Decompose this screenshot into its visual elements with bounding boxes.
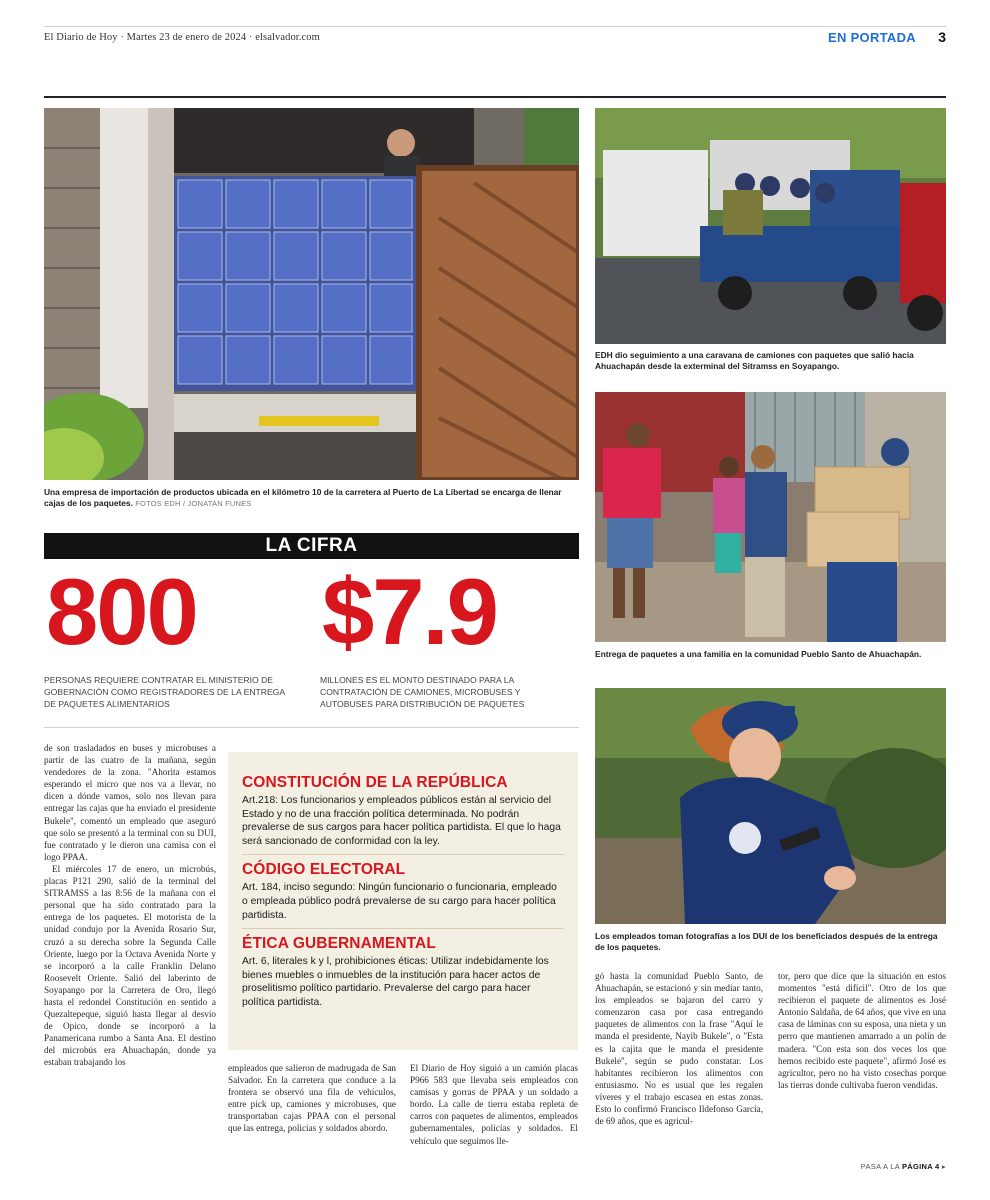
- arrow-right-icon: ▸: [941, 1162, 946, 1171]
- legal-divider: [242, 928, 564, 929]
- article-paragraph: gó hasta la comunidad Pueblo Santo, de Ahuachapán, se estacionó y sin mediar tanto, los empleados se bajaron del carro y comenzaron casa por casa entregando paquetes de alimentos con la frase "Aquí le manda el presidente, Nayib Bukele", o "Esta es la cajita que le manda el presidente Bukele", según se pudo constatar. Los habitantes recibieron los alimentos con entusiasmo. No es usual que les regalen víveres y el trabajo escasea en estas zonas. Esto lo confirmó Francisco Ildefonso García, de 69 años, que es agricul-: [595, 971, 763, 1127]
- la-cifra-heading: LA CIFRA: [44, 533, 579, 559]
- stat-7-9-description: MILLONES ES EL MONTO DESTINADO PARA LA CONTRATACIÓN DE CAMIONES, MICROBUSES Y AUTOBUSES PARA DISTRIBUCIÓN DE PAQUETES: [320, 675, 525, 709]
- section-label[interactable]: EN PORTADA: [828, 30, 916, 45]
- legal-divider: [242, 854, 564, 855]
- page-number: 3: [938, 29, 946, 45]
- ethics-title: ÉTICA GUBERNAMENTAL: [242, 935, 436, 953]
- constitution-title: CONSTITUCIÓN DE LA REPÚBLICA: [242, 774, 508, 791]
- header-rule: [44, 96, 946, 98]
- article-column-1: [44, 742, 216, 1162]
- continued-on-note[interactable]: [861, 1162, 946, 1171]
- truck-photo: [595, 108, 946, 344]
- article-paragraph: tor, pero que dice que la situación en estos momentos "está difícil". Otro de los que recibieron el paquete de alimentos es José Antonio Saldaña, de 64 años, que vive en una casa de láminas con su esposa, una nieta y un perro que mantienen amarrado a un polín de madera. "Con esta son dos veces los que hemos recibido este paquete", afirmó José es agricultor, pero no ha visto cosechas porque las tierras donde cultivaba fueron vendidas.: [778, 971, 946, 1090]
- family-photo-caption: Entrega de paquetes a una familia en la comunidad Pueblo Santo de Ahuachapán.: [595, 649, 922, 659]
- warehouse-photo-caption: [44, 487, 579, 509]
- phone-photo: [595, 688, 946, 924]
- family-photo: [595, 392, 946, 642]
- truck-photo-caption: EDH dio seguimiento a una caravana de camiones con paquetes que salió hacia Ahuachapán desde la exterminal del Sitramss en Soyapango.: [595, 350, 914, 371]
- ethics-text: Art. 6, literales k y l, prohibiciones éticas: Utilizar indebidamente los bienes muebles o inmuebles de la institución para hacer actos de proselitismo político partidario. Prevalerse del cargo para hacer política partidista.: [242, 956, 549, 1008]
- cifra-rule: [44, 727, 579, 728]
- article-paragraph: El Diario de Hoy siguió a un camión placas P966 583 que llevaba seis empleados con camisas y gorras de PPAA y un soldado a bordo. La calle de tierra estaba repleta de carros con paquetes de alimentos, empleados gubernamentales, policías y soldados. El vehículo que seguimos lle-: [410, 1063, 578, 1146]
- article-column-5: [778, 970, 946, 1158]
- article-column-4: [595, 970, 763, 1160]
- constitution-text: Art.218: Los funcionarios y empleados públicos están al servicio del Estado y no de una fracción política determinada. No podrán prevalerse de sus cargos para hacer política partidista. El que lo haga será sancionado de conformidad con la ley.: [242, 795, 561, 847]
- continued-page: PÁGINA 4: [901, 1162, 940, 1171]
- stat-7-9-value: $7.9: [322, 559, 497, 664]
- electoral-code-text: Art. 184, inciso segundo: Ningún funcionario o funcionaria, empleado o empleada público podrá prevalerse de su cargo para hacer política partidista.: [242, 882, 557, 921]
- article-column-3: [410, 1062, 578, 1166]
- stat-800-value: 800: [46, 559, 197, 664]
- legal-framework-box: [228, 752, 578, 1050]
- article-paragraph: El miércoles 17 de enero, un microbús, placas P121 290, salió de la terminal del SITRAMSS a las 8:56 de la mañana con el personal que ha sido contratado para la entrega de los paquetes. El motorista de la unidad condujo por la Avenida Rosario Sur, cruzó a su derecha sobre la Segunda Calle Oriente, luego por la Octava Avenida Norte y se incorporó a la calle Franklin Delano Roosevelt Oriente. Salió del laberinto de Soyapango por la Carretera de Oro, llegó hasta el redondel Constitución en sentido a Quezaltepeque, siguió hasta llegar al desvío de Opico, donde se incorporó a la Panamericana rumbo a Santa Ana. El destino del microbús era Ahuachapán, donde ya estaban trabajando los: [44, 863, 216, 1068]
- article-paragraph: de son trasladados en buses y microbuses a partir de las cuatro de la mañana, según vendedores de la zona. "Ahorita estamos esperando el micro que nos va a llevar, no dicen a dónde vamos, solo nos llevan para entregar las cajas que ha enviado el presidente Bukele", comentó un empleado que aseguró que solo se presentó a la terminal con su DUI, fue contratado y le dieron una camisa con el logo PPAA.: [44, 743, 216, 862]
- header-top-rule: [44, 26, 946, 27]
- warehouse-photo: [44, 108, 579, 480]
- electoral-code-title: CÓDIGO ELECTORAL: [242, 861, 406, 879]
- header-publication-info: El Diario de Hoy · Martes 23 de enero de 2024 · elsalvador.com: [44, 32, 320, 43]
- article-paragraph: empleados que salieron de madrugada de San Salvador. En la carretera que conduce a la frontera se observó una fila de vehículos, entre pick up, camiones y microbuses, que transportaban cajas PPAA con el personal que las entrega, policías y soldados abordo.: [228, 1063, 396, 1134]
- article-column-2: [228, 1062, 396, 1166]
- caption-text: Una empresa de importación de productos ubicada en el kilómetro 10 de la carretera al Puerto de La Libertad se encarga de llenar cajas de los paquetes.: [44, 487, 562, 508]
- stat-800-description: PERSONAS REQUIERE CONTRATAR EL MINISTERIO DE GOBERNACIÓN COMO REGISTRADORES DE LA ENTREGA DE PAQUETES ALIMENTARIOS: [44, 675, 285, 709]
- photo-credit: FOTOS EDH / JONATAN FUNES: [135, 499, 252, 508]
- phone-photo-caption: Los empleados toman fotografías a los DUI de los beneficiados después de la entrega de los paquetes.: [595, 931, 938, 952]
- continued-label: PASA A LA: [860, 1162, 900, 1171]
